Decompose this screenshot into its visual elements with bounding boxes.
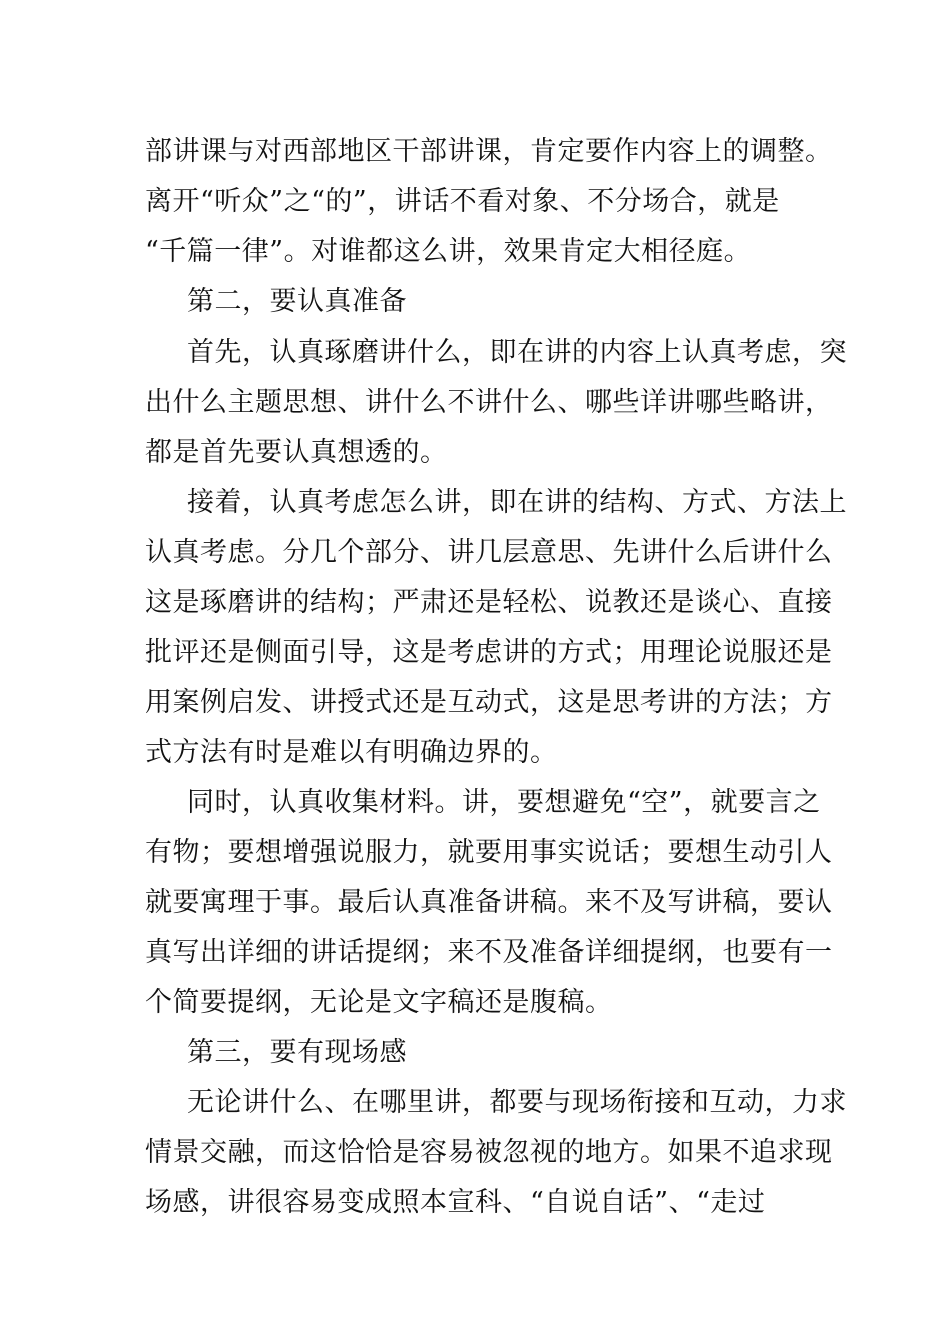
paragraph-1-line-3: “千篇一律”。对谁都这么讲，效果肯定大相径庭。 <box>145 236 752 267</box>
section-heading-3: 第三，要有现场感 <box>187 1037 407 1068</box>
paragraph-3-line-6: 式方法有时是难以有明确边界的。 <box>145 737 558 768</box>
section-heading-2: 第二，要认真准备 <box>187 286 407 317</box>
paragraph-4-line-1: 同时，认真收集材料。讲，要想避免“空”，就要言之 <box>187 787 821 818</box>
paragraph-5-line-2: 情景交融，而这恰恰是容易被忽视的地方。如果不追求现 <box>145 1137 833 1168</box>
paragraph-2-line-2: 出什么主题思想、讲什么不讲什么、哪些详讲哪些略讲， <box>145 387 833 418</box>
paragraph-5-line-3: 场感，讲很容易变成照本宣科、“自说自话”、“走过 <box>145 1187 766 1218</box>
paragraph-3-line-4: 批评还是侧面引导，这是考虑讲的方式；用理论说服还是 <box>145 637 833 668</box>
paragraph-5-line-1: 无论讲什么、在哪里讲，都要与现场衔接和互动，力求 <box>187 1087 847 1118</box>
paragraph-3-line-1: 接着，认真考虑怎么讲，即在讲的结构、方式、方法上 <box>187 487 847 518</box>
paragraph-1-line-1: 部讲课与对西部地区干部讲课，肯定要作内容上的调整。 <box>145 136 833 167</box>
paragraph-3-line-3: 这是琢磨讲的结构；严肃还是轻松、说教还是谈心、直接 <box>145 587 833 618</box>
paragraph-3-line-2: 认真考虑。分几个部分、讲几层意思、先讲什么后讲什么 <box>145 537 833 568</box>
paragraph-4-line-3: 就要寓理于事。最后认真准备讲稿。来不及写讲稿，要认 <box>145 887 833 918</box>
paragraph-4-line-4: 真写出详细的讲话提纲；来不及准备详细提纲，也要有一 <box>145 937 833 968</box>
paragraph-3-line-5: 用案例启发、讲授式还是互动式，这是思考讲的方法；方 <box>145 687 833 718</box>
paragraph-2-line-1: 首先，认真琢磨讲什么，即在讲的内容上认真考虑，突 <box>187 337 847 368</box>
paragraph-1-line-2: 离开“听众”之“的”，讲话不看对象、不分场合，就是 <box>145 186 780 217</box>
paragraph-4-line-2: 有物；要想增强说服力，就要用事实说话；要想生动引人 <box>145 837 833 868</box>
paragraph-4-line-5: 个简要提纲，无论是文字稿还是腹稿。 <box>145 987 613 1018</box>
paragraph-2-line-3: 都是首先要认真想透的。 <box>145 437 448 468</box>
